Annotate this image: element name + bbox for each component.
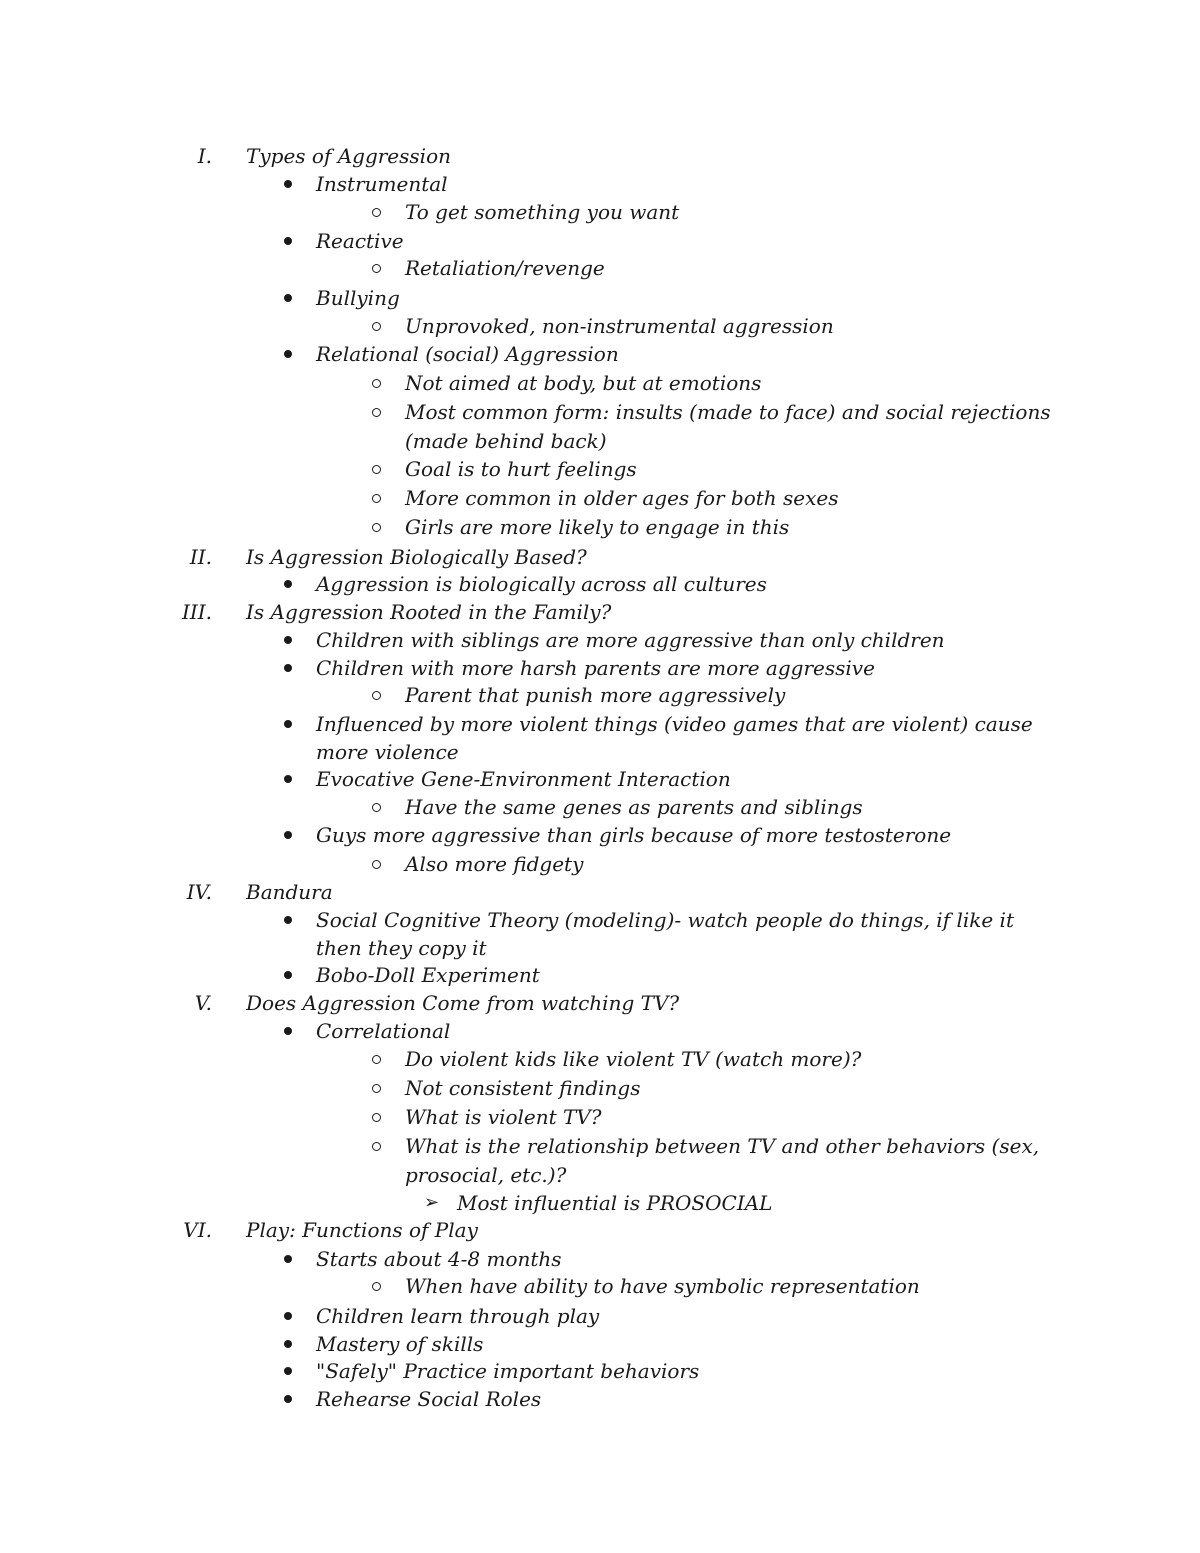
bullet-icon bbox=[284, 1255, 292, 1263]
circle-bullet-icon bbox=[372, 523, 381, 532]
list-subitem: Girls are more likely to engage in this bbox=[405, 515, 790, 539]
bullet-icon bbox=[284, 664, 292, 672]
section-numeral: VI. bbox=[183, 1218, 212, 1242]
list-item: Children with siblings are more aggressive than only children bbox=[316, 628, 945, 652]
list-item: Children learn through play bbox=[316, 1304, 600, 1328]
section-title: Play: Functions of Play bbox=[246, 1218, 478, 1242]
list-subitem: When have ability to have symbolic representation bbox=[405, 1274, 920, 1298]
list-item: Guys more aggressive than girls because of more testosterone bbox=[316, 823, 952, 847]
bullet-icon bbox=[284, 1367, 292, 1375]
list-item: Relational (social) Aggression bbox=[316, 342, 619, 366]
circle-bullet-icon bbox=[372, 208, 381, 217]
list-subsubitem: Most influential is PROSOCIAL bbox=[457, 1191, 773, 1215]
list-item: Mastery of skills bbox=[316, 1332, 484, 1356]
list-subitem: Goal is to hurt feelings bbox=[405, 457, 637, 481]
list-item: Reactive bbox=[316, 229, 404, 253]
circle-bullet-icon bbox=[372, 1055, 381, 1064]
list-item: Aggression is biologically across all cultures bbox=[316, 572, 767, 596]
section-title: Does Aggression Come from watching TV? bbox=[246, 991, 680, 1015]
list-subitem-continuation: (made behind back) bbox=[405, 429, 607, 453]
bullet-icon bbox=[284, 636, 292, 644]
list-item-continuation: more violence bbox=[316, 740, 459, 764]
list-subitem: What is the relationship between TV and other behaviors (sex, bbox=[405, 1134, 1040, 1158]
list-subitem: To get something you want bbox=[405, 200, 680, 224]
list-item: Social Cognitive Theory (modeling)- watch people do things, if like it bbox=[316, 908, 1014, 932]
circle-bullet-icon bbox=[372, 408, 381, 417]
section-numeral: V. bbox=[194, 991, 212, 1015]
list-item: Influenced by more violent things (video games that are violent) cause bbox=[316, 712, 1033, 736]
circle-bullet-icon bbox=[372, 1113, 381, 1122]
list-subitem: Most common form: insults (made to face) and social rejections bbox=[405, 400, 1051, 424]
list-subitem: Have the same genes as parents and siblings bbox=[405, 795, 863, 819]
section-numeral: IV. bbox=[186, 880, 212, 904]
section-numeral: III. bbox=[181, 600, 212, 624]
list-subitem: Unprovoked, non-instrumental aggression bbox=[405, 314, 834, 338]
circle-bullet-icon bbox=[372, 322, 381, 331]
list-subitem: Not consistent findings bbox=[405, 1076, 641, 1100]
list-subitem: Also more fidgety bbox=[405, 852, 584, 876]
list-item: Correlational bbox=[316, 1019, 451, 1043]
bullet-icon bbox=[284, 831, 292, 839]
bullet-icon bbox=[284, 350, 292, 358]
list-item: Evocative Gene-Environment Interaction bbox=[316, 767, 731, 791]
list-subitem: Parent that punish more aggressively bbox=[405, 683, 786, 707]
list-subitem: More common in older ages for both sexes bbox=[405, 486, 839, 510]
bullet-icon bbox=[284, 916, 292, 924]
bullet-icon bbox=[284, 1395, 292, 1403]
list-subitem: Not aimed at body, but at emotions bbox=[405, 371, 762, 395]
circle-bullet-icon bbox=[372, 1084, 381, 1093]
bullet-icon bbox=[284, 1340, 292, 1348]
list-item: Bullying bbox=[316, 286, 400, 310]
bullet-icon bbox=[284, 1312, 292, 1320]
list-item: Children with more harsh parents are more aggressive bbox=[316, 656, 875, 680]
circle-bullet-icon bbox=[372, 1282, 381, 1291]
list-item: Rehearse Social Roles bbox=[316, 1387, 542, 1411]
circle-bullet-icon bbox=[372, 465, 381, 474]
section-numeral: I. bbox=[197, 144, 212, 168]
section-title: Types of Aggression bbox=[246, 144, 451, 168]
list-subitem: Retaliation/revenge bbox=[405, 256, 605, 280]
bullet-icon bbox=[284, 580, 292, 588]
circle-bullet-icon bbox=[372, 691, 381, 700]
list-item: Bobo-Doll Experiment bbox=[316, 963, 540, 987]
bullet-icon bbox=[284, 971, 292, 979]
list-item: Instrumental bbox=[316, 172, 448, 196]
section-title: Is Aggression Rooted in the Family? bbox=[246, 600, 612, 624]
arrow-bullet-icon: ➢ bbox=[424, 1192, 440, 1213]
circle-bullet-icon bbox=[372, 264, 381, 273]
list-subitem-continuation: prosocial, etc.)? bbox=[405, 1163, 567, 1187]
section-title: Is Aggression Biologically Based? bbox=[246, 545, 587, 569]
list-subitem: Do violent kids like violent TV (watch more)? bbox=[405, 1047, 862, 1071]
section-title: Bandura bbox=[246, 880, 333, 904]
bullet-icon bbox=[284, 180, 292, 188]
bullet-icon bbox=[284, 237, 292, 245]
bullet-icon bbox=[284, 294, 292, 302]
circle-bullet-icon bbox=[372, 494, 381, 503]
list-item-continuation: then they copy it bbox=[316, 936, 487, 960]
circle-bullet-icon bbox=[372, 860, 381, 869]
circle-bullet-icon bbox=[372, 379, 381, 388]
section-numeral: II. bbox=[189, 545, 212, 569]
circle-bullet-icon bbox=[372, 803, 381, 812]
bullet-icon bbox=[284, 1027, 292, 1035]
bullet-icon bbox=[284, 720, 292, 728]
list-item: "Safely" Practice important behaviors bbox=[316, 1359, 700, 1383]
bullet-icon bbox=[284, 775, 292, 783]
list-item: Starts about 4-8 months bbox=[316, 1247, 562, 1271]
list-subitem: What is violent TV? bbox=[405, 1105, 602, 1129]
circle-bullet-icon bbox=[372, 1142, 381, 1151]
